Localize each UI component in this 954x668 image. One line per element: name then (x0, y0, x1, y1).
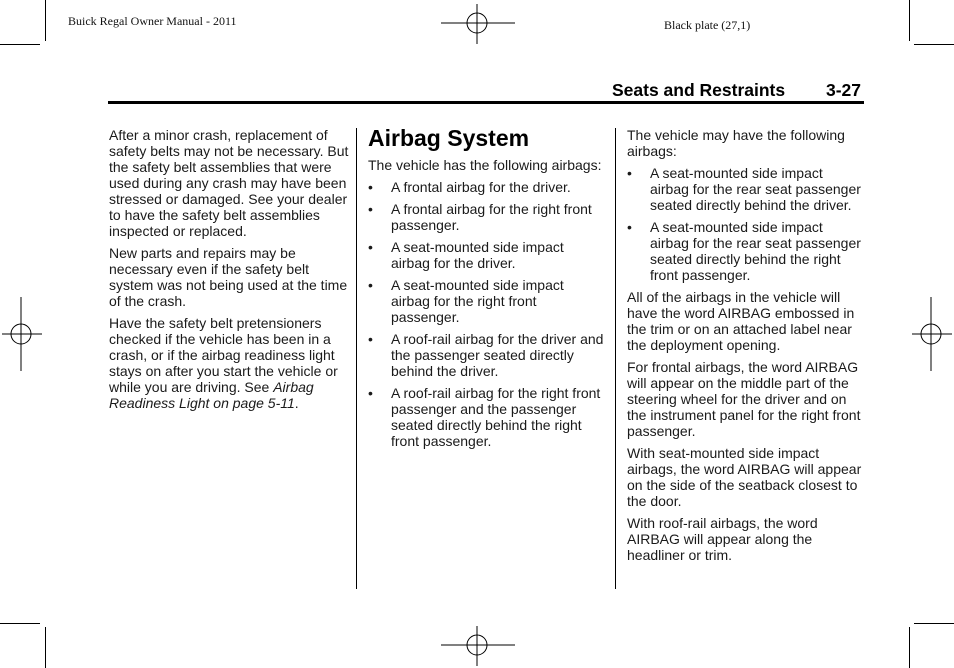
optional-airbag-list (627, 165, 865, 283)
list-item (627, 219, 865, 283)
bullet-icon: • (368, 179, 373, 195)
list-item (368, 239, 606, 271)
list-item (368, 277, 606, 325)
paragraph: All of the airbags in the vehicle will have the word AIRBAG embossed in the trim or on an attached label near the deployment opening. (627, 289, 855, 353)
cross-reference-link[interactable]: Airbag Readiness Light on page 5-11 (109, 379, 314, 411)
registration-mark-icon (441, 4, 515, 44)
bullet-icon: • (368, 239, 373, 255)
paragraph: New parts and repairs may be necessary even if the safety belt system was not being used at the time of the crash. (109, 245, 348, 309)
crop-mark (0, 623, 40, 624)
list-item (368, 179, 606, 195)
list-item (368, 331, 606, 379)
paragraph: With roof-rail airbags, the word AIRBAG will appear along the headliner or trim. (627, 515, 818, 563)
list-item-text: A roof-rail airbag for the right front passenger and the passenger seated directly behind the right front passenger. (391, 385, 601, 449)
column-divider (615, 128, 616, 589)
list-item-text: A roof-rail airbag for the driver and the passenger seated directly behind the driver. (391, 331, 604, 379)
section-title: Seats and Restraints (612, 80, 786, 100)
crop-mark (45, 0, 46, 41)
list-item-text: A frontal airbag for the right front passenger. (391, 201, 592, 233)
paragraph: The vehicle may have the following airbags: (627, 127, 845, 159)
crop-mark (914, 44, 954, 45)
paragraph: With seat-mounted side impact airbags, the word AIRBAG will appear on the side of the seatback closest to the door. (627, 445, 862, 509)
crop-mark (909, 0, 910, 41)
registration-mark-icon (2, 297, 42, 371)
print-slug-left: Buick Regal Owner Manual - 2011 (68, 14, 237, 28)
section-heading: Airbag System (368, 125, 530, 151)
list-item (627, 165, 865, 213)
crop-mark (45, 627, 46, 668)
paragraph-end: . (294, 395, 299, 411)
registration-mark-icon (912, 297, 952, 371)
column-1 (109, 127, 349, 417)
column-3 (627, 127, 865, 569)
column-2 (368, 124, 606, 455)
bullet-icon: • (627, 219, 632, 235)
crop-mark (909, 627, 910, 668)
bullet-icon: • (368, 201, 373, 217)
paragraph-text: Have the safety belt pretensioners checked if the vehicle has been in a crash, or if the airbag readiness light stays on after you start the vehicle or while you are driving. See (109, 315, 338, 395)
bullet-icon: • (368, 331, 373, 347)
list-item (368, 385, 606, 449)
crop-mark (0, 44, 40, 45)
crop-mark (914, 623, 954, 624)
paragraph: For frontal airbags, the word AIRBAG will appear on the middle part of the steering wheel for the driver and on the instrument panel for the right front passenger. (627, 359, 861, 439)
list-item-text: A seat-mounted side impact airbag for the rear seat passenger seated directly behind the driver. (650, 165, 861, 213)
paragraph: After a minor crash, replacement of safety belts may not be necessary. But the safety belt assemblies that were used during any crash may have been stressed or damaged. See your dealer to have the safety belt assemblies inspected or replaced. (109, 127, 349, 239)
list-item-text: A seat-mounted side impact airbag for the driver. (391, 239, 564, 271)
list-item (368, 201, 606, 233)
header-rule (108, 101, 864, 104)
list-item-text: A seat-mounted side impact airbag for the right front passenger. (391, 277, 564, 325)
page-number: 3-27 (826, 80, 862, 100)
list-item-text: A seat-mounted side impact airbag for the rear seat passenger seated directly behind the right front passenger. (650, 219, 861, 283)
airbag-list (368, 179, 606, 449)
registration-mark-icon (441, 626, 515, 666)
bullet-icon: • (368, 385, 373, 401)
paragraph: The vehicle has the following airbags: (368, 157, 602, 173)
list-item-text: A frontal airbag for the driver. (391, 179, 571, 195)
print-slug-right: Black plate (27,1) (664, 18, 751, 32)
paragraph (109, 315, 349, 411)
column-divider (356, 128, 357, 589)
bullet-icon: • (627, 165, 632, 181)
bullet-icon: • (368, 277, 373, 293)
